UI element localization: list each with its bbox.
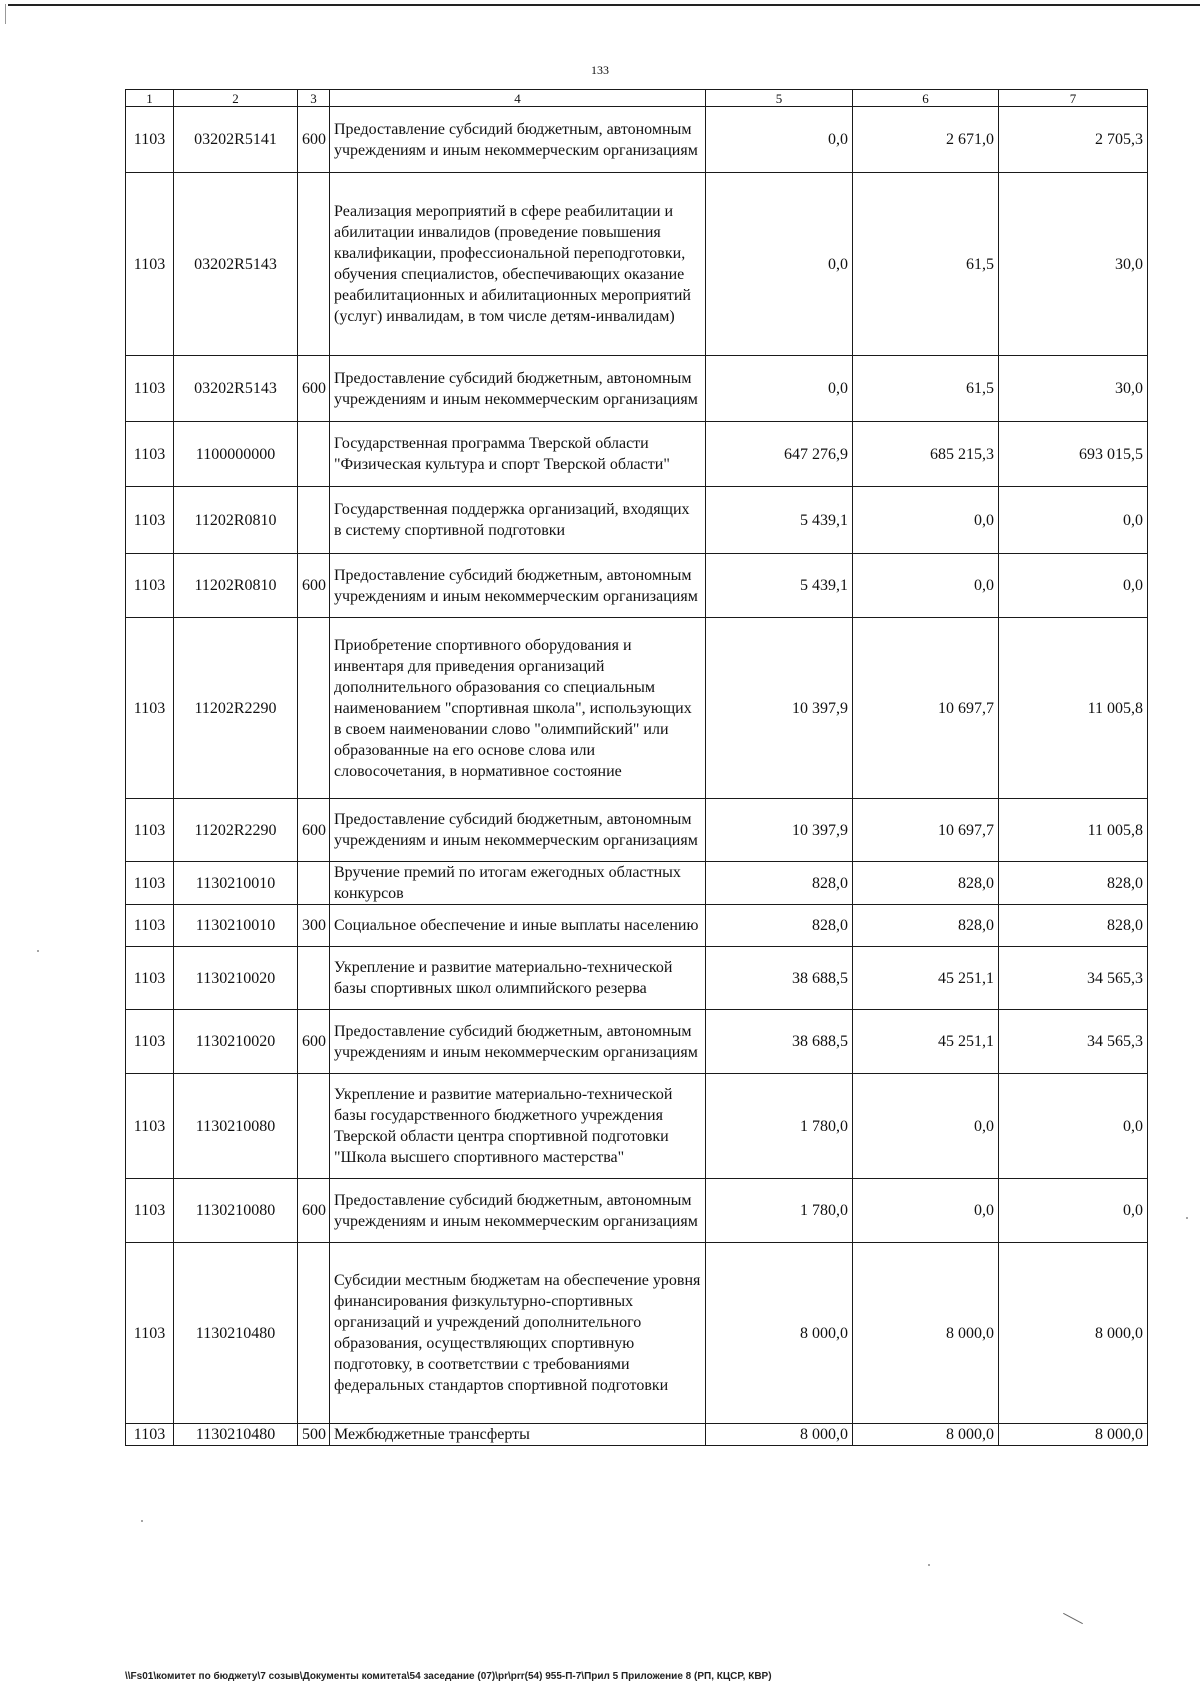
table-row <box>126 1243 1148 1424</box>
item-name-cell: Вручение премий по итогам ежегодных областных конкурсов <box>330 862 706 905</box>
amount-col5-cell: 828,0 <box>706 862 853 905</box>
amount-col6-cell: 45 251,1 <box>853 1010 999 1074</box>
amount-col5-cell: 1 780,0 <box>706 1074 853 1179</box>
section-code-cell: 1103 <box>126 618 174 799</box>
item-name-cell: Предоставление субсидий бюджетным, автономным учреждениям и иным некоммерческим организациям <box>330 107 706 173</box>
amount-col6-cell: 61,5 <box>853 356 999 422</box>
table-row <box>126 905 1148 947</box>
scan-speck <box>1186 1217 1188 1219</box>
table-row <box>126 862 1148 905</box>
table-row <box>126 947 1148 1010</box>
amount-col6-cell: 61,5 <box>853 173 999 356</box>
section-code-cell: 1103 <box>126 356 174 422</box>
amount-col5-cell: 10 397,9 <box>706 618 853 799</box>
section-code-cell: 1103 <box>126 173 174 356</box>
amount-col5-cell: 8 000,0 <box>706 1243 853 1424</box>
item-name-cell: Укрепление и развитие материально-технической базы государственного бюджетного учреждения Тверской области центра спортивной подготовки "Школа высшего спортивного мастерства" <box>330 1074 706 1179</box>
target-article-cell: 03202R5143 <box>174 173 298 356</box>
item-name-cell: Социальное обеспечение и иные выплаты населению <box>330 905 706 947</box>
table-row <box>126 173 1148 356</box>
top-border-line <box>8 4 1200 6</box>
amount-col7-cell: 8 000,0 <box>999 1424 1148 1446</box>
amount-col5-cell: 828,0 <box>706 905 853 947</box>
section-code-cell: 1103 <box>126 107 174 173</box>
table-row <box>126 107 1148 173</box>
amount-col7-cell: 34 565,3 <box>999 1010 1148 1074</box>
amount-col6-cell: 8 000,0 <box>853 1243 999 1424</box>
scan-speck <box>141 1520 143 1522</box>
table-row <box>126 618 1148 799</box>
section-code-cell: 1103 <box>126 1010 174 1074</box>
amount-col7-cell: 34 565,3 <box>999 947 1148 1010</box>
amount-col7-cell: 828,0 <box>999 905 1148 947</box>
target-article-cell: 03202R5143 <box>174 356 298 422</box>
amount-col6-cell: 10 697,7 <box>853 618 999 799</box>
target-article-cell: 1130210020 <box>174 1010 298 1074</box>
amount-col6-cell: 8 000,0 <box>853 1424 999 1446</box>
expense-type-cell <box>298 862 330 905</box>
section-code-cell: 1103 <box>126 862 174 905</box>
scan-speck <box>37 950 39 952</box>
amount-col7-cell: 2 705,3 <box>999 107 1148 173</box>
section-code-cell: 1103 <box>126 1074 174 1179</box>
amount-col5-cell: 10 397,9 <box>706 799 853 862</box>
column-header-7: 7 <box>999 90 1148 107</box>
target-article-cell: 1130210010 <box>174 862 298 905</box>
target-article-cell: 1130210480 <box>174 1424 298 1446</box>
amount-col7-cell: 30,0 <box>999 173 1148 356</box>
amount-col5-cell: 8 000,0 <box>706 1424 853 1446</box>
expense-type-cell: 600 <box>298 554 330 618</box>
target-article-cell: 1130210080 <box>174 1074 298 1179</box>
amount-col7-cell: 0,0 <box>999 487 1148 554</box>
expense-type-cell: 600 <box>298 799 330 862</box>
expense-type-cell: 600 <box>298 1179 330 1243</box>
amount-col5-cell: 0,0 <box>706 107 853 173</box>
table-row <box>126 799 1148 862</box>
amount-col6-cell: 828,0 <box>853 905 999 947</box>
amount-col7-cell: 8 000,0 <box>999 1243 1148 1424</box>
amount-col6-cell: 0,0 <box>853 1179 999 1243</box>
amount-col6-cell: 0,0 <box>853 487 999 554</box>
amount-col6-cell: 2 671,0 <box>853 107 999 173</box>
amount-col5-cell: 0,0 <box>706 173 853 356</box>
expense-type-cell <box>298 173 330 356</box>
section-code-cell: 1103 <box>126 1243 174 1424</box>
table-row <box>126 1179 1148 1243</box>
expense-type-cell <box>298 947 330 1010</box>
table-row <box>126 1010 1148 1074</box>
amount-col7-cell: 11 005,8 <box>999 618 1148 799</box>
item-name-cell: Предоставление субсидий бюджетным, автономным учреждениям и иным некоммерческим организациям <box>330 554 706 618</box>
amount-col6-cell: 828,0 <box>853 862 999 905</box>
amount-col5-cell: 5 439,1 <box>706 554 853 618</box>
amount-col5-cell: 38 688,5 <box>706 1010 853 1074</box>
amount-col6-cell: 685 215,3 <box>853 422 999 487</box>
amount-col6-cell: 10 697,7 <box>853 799 999 862</box>
amount-col5-cell: 0,0 <box>706 356 853 422</box>
section-code-cell: 1103 <box>126 905 174 947</box>
item-name-cell: Предоставление субсидий бюджетным, автономным учреждениям и иным некоммерческим организациям <box>330 1010 706 1074</box>
amount-col7-cell: 30,0 <box>999 356 1148 422</box>
amount-col7-cell: 11 005,8 <box>999 799 1148 862</box>
item-name-cell: Предоставление субсидий бюджетным, автономным учреждениям и иным некоммерческим организациям <box>330 799 706 862</box>
expense-type-cell: 600 <box>298 107 330 173</box>
amount-col7-cell: 828,0 <box>999 862 1148 905</box>
item-name-cell: Предоставление субсидий бюджетным, автономным учреждениям и иным некоммерческим организациям <box>330 1179 706 1243</box>
target-article-cell: 11202R2290 <box>174 799 298 862</box>
section-code-cell: 1103 <box>126 422 174 487</box>
table-row <box>126 487 1148 554</box>
scan-edge-mark <box>5 4 6 24</box>
file-path-footer: \\Fs01\комитет по бюджету\7 созыв\Документы комитета\54 заседание (07)\pr\prr(54) 955-П-7\Прил 5 Приложение 8 (РП, КЦСР, КВР) <box>125 1671 772 1682</box>
item-name-cell: Укрепление и развитие материально-технической базы спортивных школ олимпийского резерва <box>330 947 706 1010</box>
scan-stroke <box>1063 1613 1083 1624</box>
expense-type-cell: 500 <box>298 1424 330 1446</box>
expense-type-cell <box>298 1074 330 1179</box>
item-name-cell: Государственная поддержка организаций, входящих в систему спортивной подготовки <box>330 487 706 554</box>
amount-col5-cell: 647 276,9 <box>706 422 853 487</box>
section-code-cell: 1103 <box>126 799 174 862</box>
amount-col7-cell: 0,0 <box>999 1074 1148 1179</box>
item-name-cell: Государственная программа Тверской области "Физическая культура и спорт Тверской области" <box>330 422 706 487</box>
target-article-cell: 11202R0810 <box>174 554 298 618</box>
column-header-6: 6 <box>853 90 999 107</box>
target-article-cell: 11202R2290 <box>174 618 298 799</box>
column-header-5: 5 <box>706 90 853 107</box>
section-code-cell: 1103 <box>126 1179 174 1243</box>
budget-table <box>125 89 1148 1446</box>
amount-col6-cell: 0,0 <box>853 554 999 618</box>
amount-col6-cell: 45 251,1 <box>853 947 999 1010</box>
amount-col6-cell: 0,0 <box>853 1074 999 1179</box>
expense-type-cell <box>298 618 330 799</box>
table-row <box>126 1074 1148 1179</box>
target-article-cell: 03202R5141 <box>174 107 298 173</box>
expense-type-cell: 600 <box>298 1010 330 1074</box>
target-article-cell: 1130210480 <box>174 1243 298 1424</box>
table-row <box>126 422 1148 487</box>
amount-col5-cell: 38 688,5 <box>706 947 853 1010</box>
section-code-cell: 1103 <box>126 1424 174 1446</box>
amount-col5-cell: 1 780,0 <box>706 1179 853 1243</box>
expense-type-cell: 300 <box>298 905 330 947</box>
expense-type-cell <box>298 422 330 487</box>
expense-type-cell: 600 <box>298 356 330 422</box>
item-name-cell: Приобретение спортивного оборудования и инвентаря для приведения организаций дополнительного образования со специальным наименованием "спортивная школа", использующих в своем наименовании слово "олимпийский" или образованные на его основе слова или словосочетания, в нормативное состояние <box>330 618 706 799</box>
table-row <box>126 554 1148 618</box>
section-code-cell: 1103 <box>126 947 174 1010</box>
expense-type-cell <box>298 1243 330 1424</box>
amount-col7-cell: 0,0 <box>999 1179 1148 1243</box>
column-header-1: 1 <box>126 90 174 107</box>
amount-col5-cell: 5 439,1 <box>706 487 853 554</box>
item-name-cell: Межбюджетные трансферты <box>330 1424 706 1446</box>
column-header-2: 2 <box>174 90 298 107</box>
column-number-row <box>126 90 1148 107</box>
target-article-cell: 1130210010 <box>174 905 298 947</box>
target-article-cell: 11202R0810 <box>174 487 298 554</box>
target-article-cell: 1100000000 <box>174 422 298 487</box>
section-code-cell: 1103 <box>126 554 174 618</box>
target-article-cell: 1130210080 <box>174 1179 298 1243</box>
page-number: 133 <box>591 63 609 77</box>
amount-col7-cell: 693 015,5 <box>999 422 1148 487</box>
scan-speck <box>928 1564 930 1566</box>
column-header-4: 4 <box>330 90 706 107</box>
table-row <box>126 1424 1148 1446</box>
column-header-3: 3 <box>298 90 330 107</box>
amount-col7-cell: 0,0 <box>999 554 1148 618</box>
item-name-cell: Реализация мероприятий в сфере реабилитации и абилитации инвалидов (проведение повышения квалификации, профессиональной переподготовки, обучения специалистов, обеспечивающих оказание реабилитационных и абилитационных мероприятий (услуг) инвалидам, в том числе детям-инвалидам) <box>330 173 706 356</box>
expense-type-cell <box>298 487 330 554</box>
item-name-cell: Предоставление субсидий бюджетным, автономным учреждениям и иным некоммерческим организациям <box>330 356 706 422</box>
item-name-cell: Субсидии местным бюджетам на обеспечение уровня финансирования физкультурно-спортивных организаций и учреждений дополнительного образования, осуществляющих спортивную подготовку, в соответствии с требованиями федеральных стандартов спортивной подготовки <box>330 1243 706 1424</box>
target-article-cell: 1130210020 <box>174 947 298 1010</box>
table-row <box>126 356 1148 422</box>
section-code-cell: 1103 <box>126 487 174 554</box>
